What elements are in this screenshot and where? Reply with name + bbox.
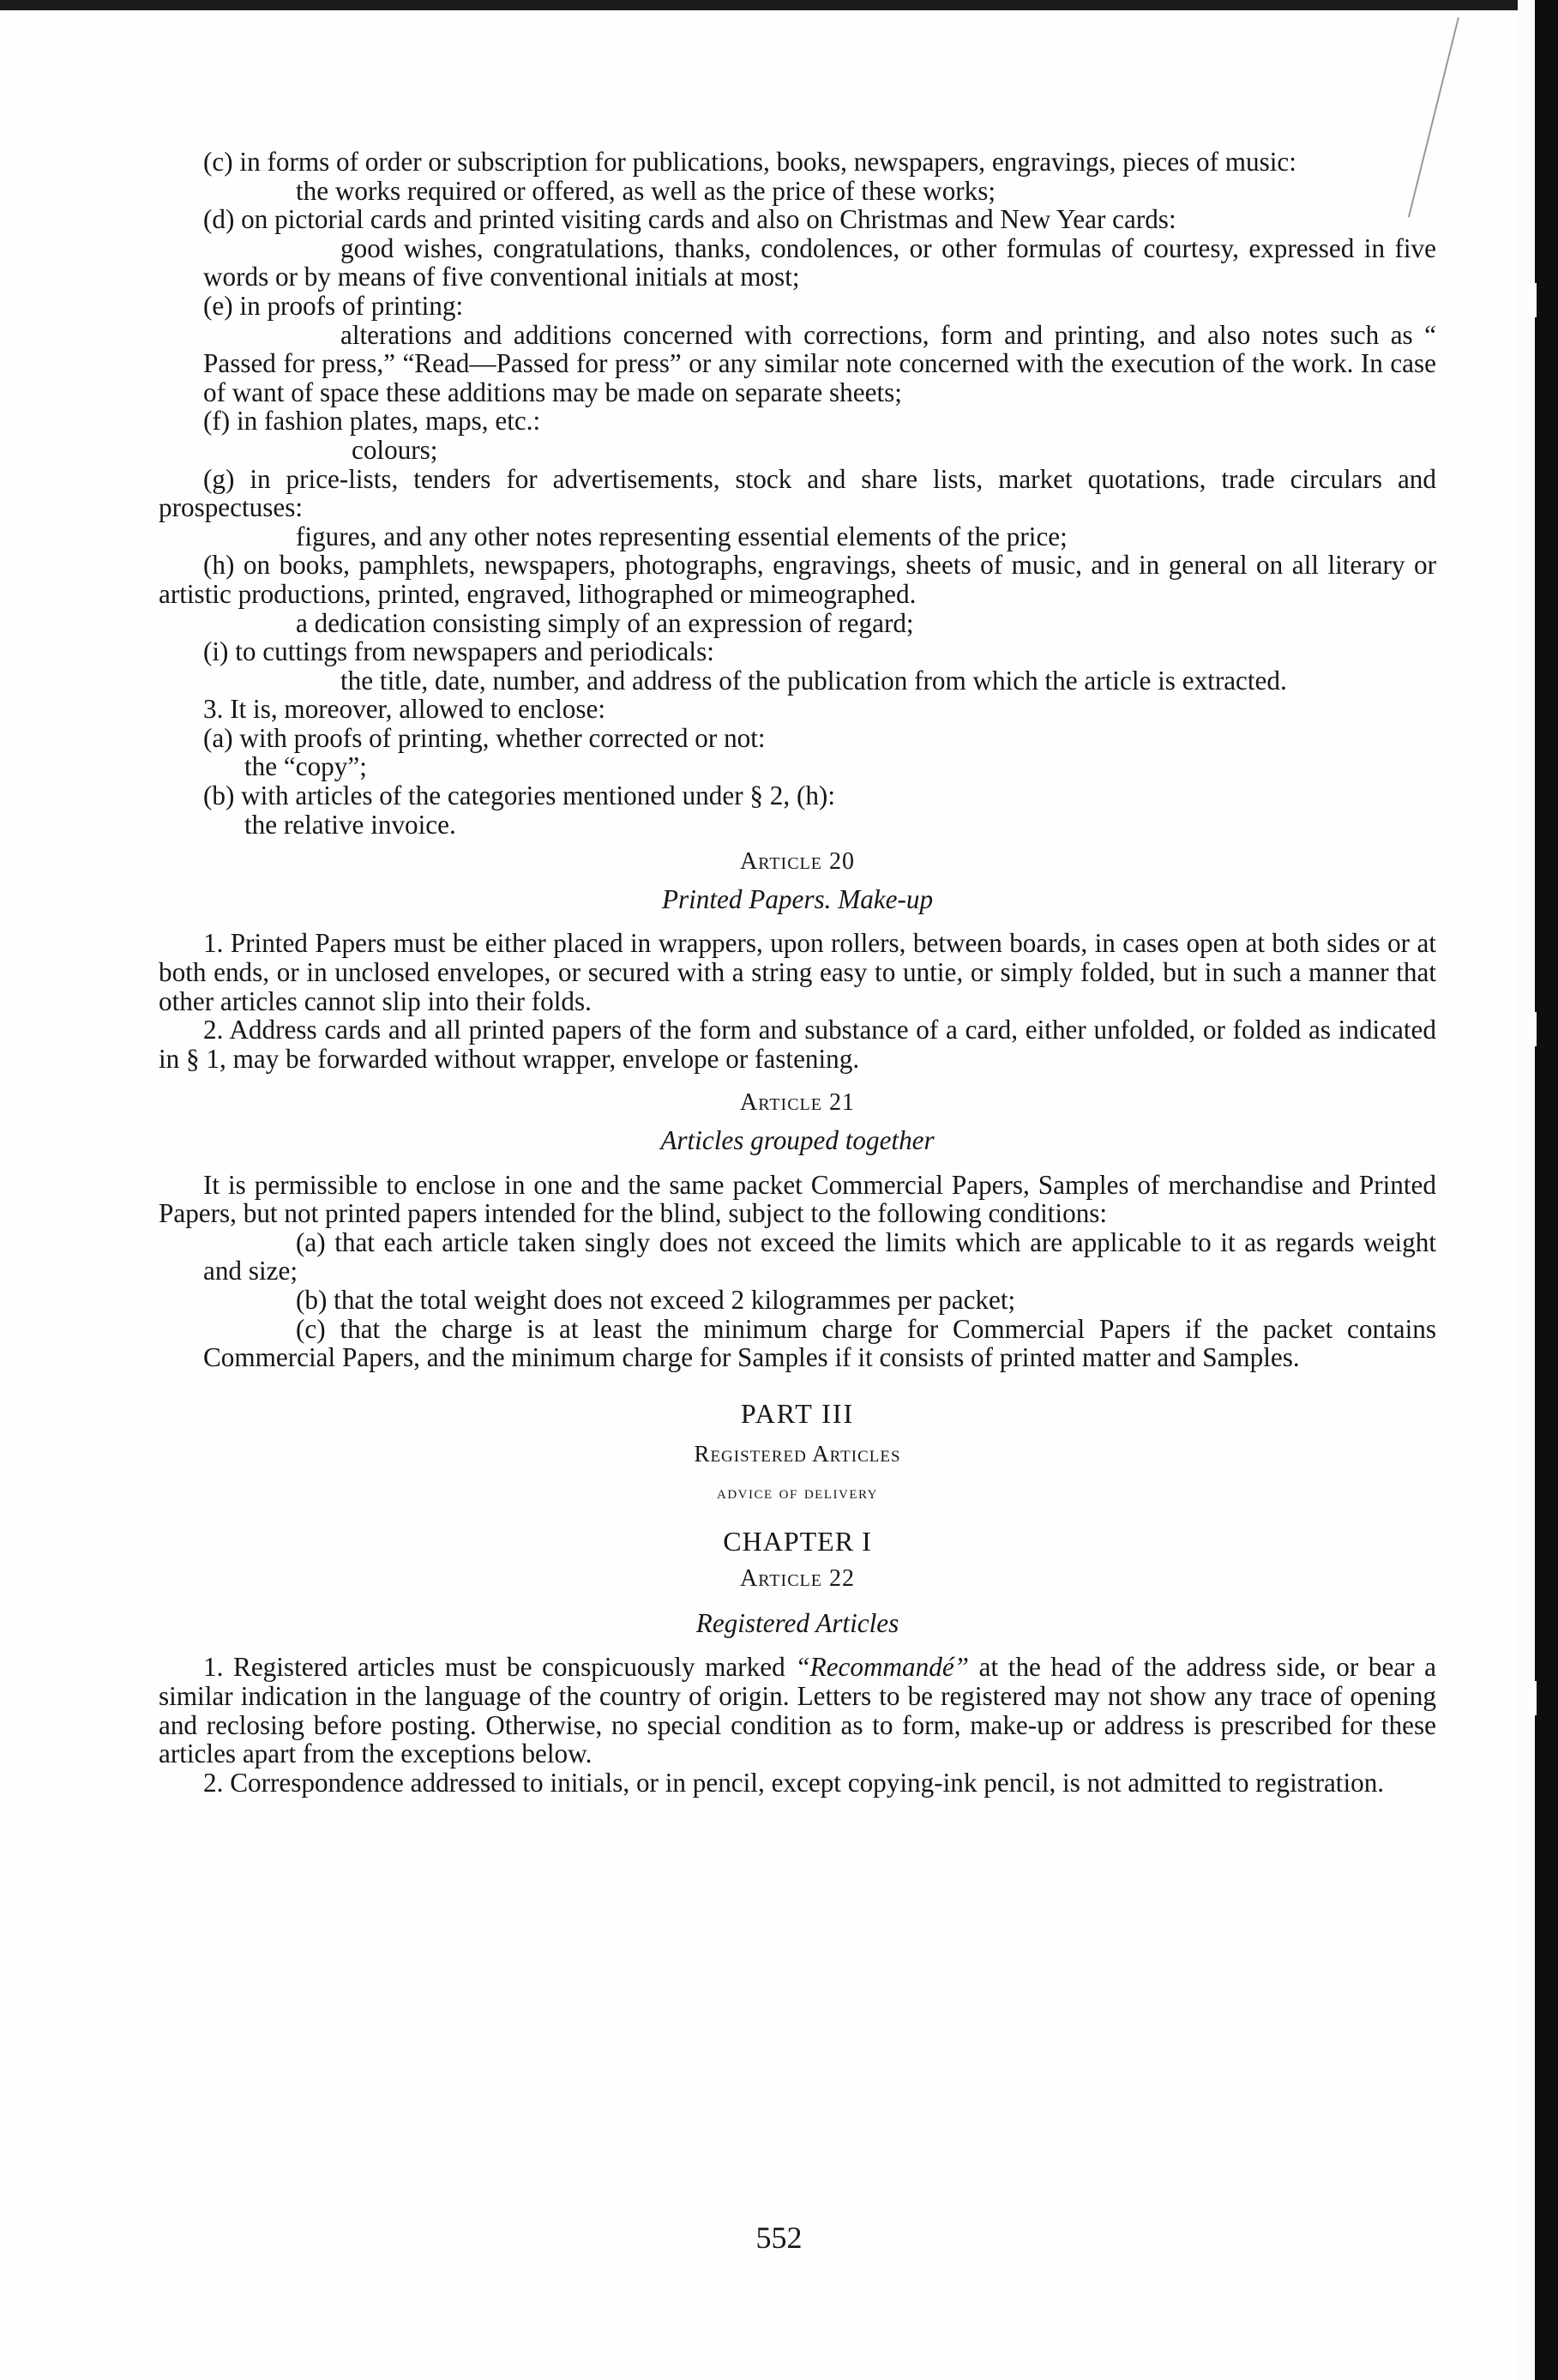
list-item-3b-detail: the relative invoice. <box>244 809 456 840</box>
list-item-g: (g) in price-lists, tenders for advertisements, stock and share lists, market quotations, trade circulars and prospectuses: <box>159 463 1436 523</box>
list-item-3b: (b) with articles of the categories mentioned under § 2, (h): <box>203 780 835 811</box>
article-21-condition-a: (a) that each article taken singly does not exceed the limits which are applicable to it as regards weight and size; <box>203 1226 1436 1286</box>
part-subsubtitle: advice of delivery <box>717 1480 878 1503</box>
article-20-title: Printed Papers. Make-up <box>661 883 934 914</box>
article-21-heading: Article 21 <box>739 1089 855 1117</box>
part-heading: PART III <box>740 1397 855 1429</box>
list-item-h: (h) on books, pamphlets, newspapers, photographs, engravings, sheets of music, and in general on all literary or artistic productions, printed, engraved, lithographed or mimeographed. <box>159 550 1436 609</box>
page-number: 552 <box>755 2220 803 2255</box>
list-item-h-detail: a dedication consisting simply of an expression of regard; <box>296 607 914 638</box>
list-item-i-detail: the title, date, number, and address of the publication from which the article is extracted. <box>340 665 1287 696</box>
list-item-e-detail: alterations and additions concerned with corrections, form and printing, and also notes such as “ Passed for press,” “Read—Passed for press” or any similar note concerned with the execution of the work. In case of want of space these additions may be made on separate sheets; <box>203 319 1436 407</box>
article-22-paragraph-2: 2. Correspondence addressed to initials, or in pencil, except copying-ink pencil, is not admitted to registration. <box>203 1767 1385 1798</box>
article-22-p1-rest: at the head of the address side, or bear a similar indication in the language of the country of origin. Letters to be registered may not show any trace of opening and reclosing before posting. Otherwise, no special condition as to form, make-up or address is prescribed for these articles apart from the exceptions below. <box>159 1652 1436 1769</box>
article-22-heading: Article 22 <box>739 1565 855 1593</box>
page-top-edge <box>0 0 1558 10</box>
binding-edge <box>1535 0 1558 2380</box>
article-20-paragraph-2: 2. Address cards and all printed papers of the form and substance of a card, either unfolded, or folded as indicated in § 1, may be forwarded without wrapper, envelope or fastening. <box>159 1015 1436 1074</box>
article-21-intro: It is permissible to enclose in one and the same packet Commercial Papers, Samples of merchandise and Printed Papers, but not printed papers intended for the blind, subject to the following conditions: <box>159 1169 1436 1229</box>
binding-notch <box>1530 283 1537 317</box>
article-22-title: Registered Articles <box>695 1607 899 1638</box>
list-item-3a-detail: the “copy”; <box>244 751 367 782</box>
section-3-intro: 3. It is, moreover, allowed to enclose: <box>203 694 606 725</box>
list-item-3a: (a) with proofs of printing, whether corrected or not: <box>203 722 766 753</box>
list-item-i: (i) to cuttings from newspapers and periodicals: <box>203 636 714 667</box>
article-21-condition-c: (c) that the charge is at least the minimum charge for Commercial Papers if the packet contains Commercial Papers, and the minimum charge for Samples if it consists of printed matter and Samples. <box>203 1313 1436 1373</box>
list-item-f: (f) in fashion plates, maps, etc.: <box>203 406 541 437</box>
article-21-title: Articles grouped together <box>660 1125 935 1155</box>
article-22-paragraph-1 <box>159 1653 1436 1768</box>
list-item-c: (c) in forms of order or subscription for publications, books, newspapers, engravings, pieces of music: <box>203 147 1296 177</box>
article-20-heading: Article 20 <box>739 848 855 876</box>
binding-notch <box>1530 1681 1537 1715</box>
article-21-condition-b: (b) that the total weight does not exceed 2 kilogrammes per packet; <box>296 1284 1016 1315</box>
list-item-f-detail: colours; <box>352 434 438 465</box>
list-item-c-detail: the works required or offered, as well as the price of these works; <box>296 175 996 206</box>
list-item-g-detail: figures, and any other notes representing essential elements of the price; <box>296 521 1068 551</box>
article-22-p1-emphasis: “Recommandé” <box>795 1652 970 1683</box>
chapter-heading: CHAPTER I <box>723 1525 872 1557</box>
binding-notch <box>1530 1012 1537 1046</box>
list-item-e: (e) in proofs of printing: <box>203 290 464 321</box>
list-item-d: (d) on pictorial cards and printed visiting cards and also on Christmas and New Year cards: <box>203 204 1176 235</box>
article-22-p1-start: 1. Registered articles must be conspicuously marked <box>203 1652 796 1683</box>
list-item-d-detail: good wishes, congratulations, thanks, condolences, or other formulas of courtesy, expressed in five words or by means of five conventional initials at most; <box>203 232 1436 292</box>
document-body <box>159 148 1436 1797</box>
article-20-paragraph-1: 1. Printed Papers must be either placed in wrappers, upon rollers, between boards, in cases open at both sides or at both ends, or in unclosed envelopes, or secured with a string easy to untie, or simply folded, but in such a manner that other articles cannot slip into their folds. <box>159 928 1436 1016</box>
part-subtitle: Registered Articles <box>694 1441 901 1467</box>
